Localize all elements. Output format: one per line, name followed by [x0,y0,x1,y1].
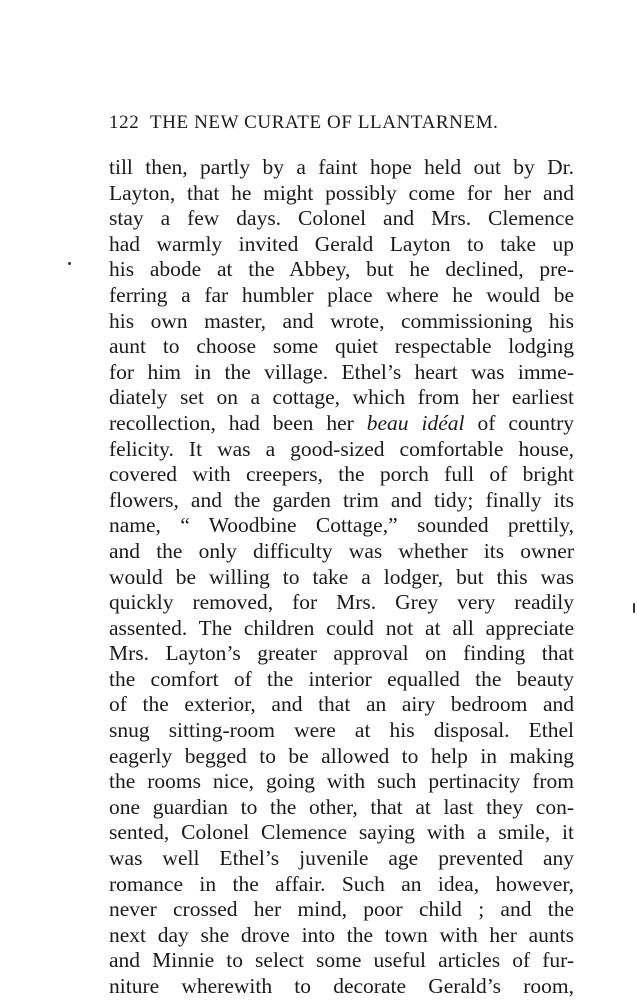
text-line: aunt to choose some quiet respectable lodging [109,334,574,359]
text-line: his abode at the Abbey, but he declined, pre- [109,257,574,282]
text-line: Layton, that he might possibly come for her and [109,180,574,205]
text-line: and Minnie to select some useful articles of fur- [109,948,574,973]
text-line: of the exterior, and that an airy bedroom and [109,692,574,717]
body-paragraph [109,155,574,1000]
italic-phrase: beau idéal [366,410,465,435]
text-line: romance in the affair. Such an idea, however, [109,871,574,896]
text-line: niture wherewith to decorate Gerald’s room, [109,974,574,998]
text-line: name, “ Woodbine Cottage,” sounded prettily, [109,513,574,538]
text-line: eagerly begged to be allowed to help in making [109,743,574,768]
text-line: assented. The children could not at all appreciate [109,615,574,640]
page-number: 122 [109,112,140,133]
text-line: never crossed her mind, poor child ; and the [109,897,574,922]
text-line: would be willing to take a lodger, but this was [109,564,574,589]
text-line: stay a few days. Colonel and Mrs. Clemence [109,206,574,231]
text-line: ferring a far humbler place where he would be [109,282,574,307]
text-line: diately set on a cottage, which from her earliest [109,385,574,410]
text-line: covered with creepers, the porch full of bright [109,462,574,487]
text-line: Mrs. Layton’s greater approval on finding that [109,641,574,666]
text-line: flowers, and the garden trim and tidy; finally its [109,487,574,512]
text-line: the comfort of the interior equalled the beauty [109,666,574,691]
ink-speck [633,603,635,613]
text-line: sented, Colonel Clemence saying with a smile, it [109,820,574,845]
text-line: his own master, and wrote, commissioning his [109,308,574,333]
text-line: one guardian to the other, that at last they con- [109,794,574,819]
ink-speck [68,262,71,265]
running-head [109,112,534,138]
book-title: THE NEW CURATE OF LLANTARNEM. [150,112,499,133]
text-line: the rooms nice, going with such pertinacity from [109,769,574,794]
text-line: snug sitting-room were at his disposal. Ethel [109,718,574,743]
text-line: quickly removed, for Mrs. Grey very readily [109,590,574,615]
text-line: was well Ethel’s juvenile age prevented any [109,846,574,871]
text-line: and the only difficulty was whether its owner [109,538,574,563]
text-line: recollection, had been her beau idéal of country [109,410,574,435]
text-line: had warmly invited Gerald Layton to take up [109,231,574,256]
text-line: next day she drove into the town with her aunts [109,922,574,947]
text-line: for him in the village. Ethel’s heart was imme- [109,359,574,384]
text-line: felicity. It was a good-sized comfortable house, [109,436,574,461]
text-line: till then, partly by a faint hope held out by Dr. [109,155,574,179]
